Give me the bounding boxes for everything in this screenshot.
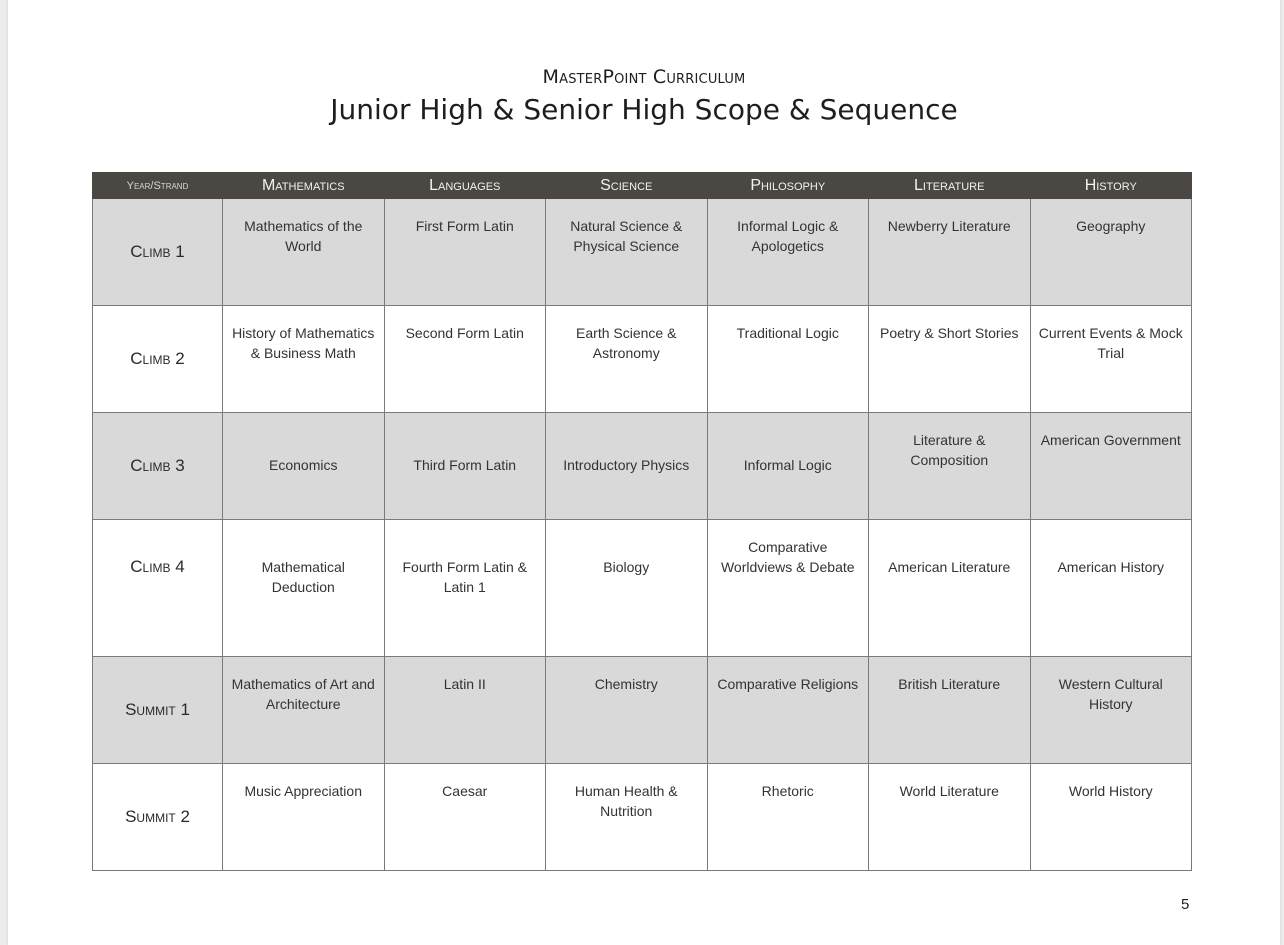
table-row	[93, 764, 1192, 871]
table-cell: Geography	[1030, 199, 1192, 306]
table-cell: Mathematical Deduction	[223, 520, 385, 657]
table-cell: Latin II	[384, 657, 546, 764]
table-cell: Rhetoric	[707, 764, 869, 871]
table-row	[93, 657, 1192, 764]
table-cell: Economics	[223, 413, 385, 520]
table-cell: Third Form Latin	[384, 413, 546, 520]
table-cell: World Literature	[869, 764, 1031, 871]
table-cell: Literature & Composition	[869, 413, 1031, 520]
row-label: Climb 2	[93, 306, 223, 413]
table-cell: Natural Science & Physical Science	[546, 199, 708, 306]
table-cell: Mathematics of Art and Architecture	[223, 657, 385, 764]
table-cell: Chemistry	[546, 657, 708, 764]
column-header-year-strand: Year/Strand	[93, 173, 223, 199]
table-cell: Second Form Latin	[384, 306, 546, 413]
row-label: Climb 3	[93, 413, 223, 520]
table-cell: Comparative Worldviews & Debate	[707, 520, 869, 657]
table-cell: American Government	[1030, 413, 1192, 520]
table-cell: Human Health & Nutrition	[546, 764, 708, 871]
table-cell: Fourth Form Latin & Latin 1	[384, 520, 546, 657]
page-title: Junior High & Senior High Scope & Sequence	[330, 93, 958, 126]
scope-sequence-table	[92, 172, 1192, 871]
table-cell: Poetry & Short Stories	[869, 306, 1031, 413]
table-cell: American Literature	[869, 520, 1031, 657]
document-page	[8, 0, 1280, 945]
table-cell: First Form Latin	[384, 199, 546, 306]
table-cell: British Literature	[869, 657, 1031, 764]
table-row	[93, 306, 1192, 413]
table-cell: Traditional Logic	[707, 306, 869, 413]
column-header-mathematics: Mathematics	[223, 173, 385, 199]
table-cell: Comparative Religions	[707, 657, 869, 764]
column-header-history: History	[1030, 173, 1192, 199]
table-header-row	[93, 173, 1192, 199]
table-cell: Informal Logic	[707, 413, 869, 520]
page-number: 5	[1181, 896, 1190, 913]
table-cell: Current Events & Mock Trial	[1030, 306, 1192, 413]
column-header-science: Science	[546, 173, 708, 199]
row-label: Climb 4	[93, 520, 223, 657]
table-cell: Biology	[546, 520, 708, 657]
row-label: Summit 2	[93, 764, 223, 871]
table-row	[93, 413, 1192, 520]
column-header-literature: Literature	[869, 173, 1031, 199]
table-cell: Earth Science & Astronomy	[546, 306, 708, 413]
table-cell: Western Cultural History	[1030, 657, 1192, 764]
table-cell: Informal Logic & Apologetics	[707, 199, 869, 306]
table-cell: American History	[1030, 520, 1192, 657]
row-label: Summit 1	[93, 657, 223, 764]
table-row	[93, 520, 1192, 657]
table-cell: Mathematics of the World	[223, 199, 385, 306]
table-cell: Music Appreciation	[223, 764, 385, 871]
table-row	[93, 199, 1192, 306]
table-cell: History of Mathematics & Business Math	[223, 306, 385, 413]
table-cell: Caesar	[384, 764, 546, 871]
column-header-languages: Languages	[384, 173, 546, 199]
column-header-philosophy: Philosophy	[707, 173, 869, 199]
table-cell: World History	[1030, 764, 1192, 871]
table-cell: Introductory Physics	[546, 413, 708, 520]
table-cell: Newberry Literature	[869, 199, 1031, 306]
row-label: Climb 1	[93, 199, 223, 306]
brand-name: MasterPoint Curriculum	[542, 66, 746, 88]
